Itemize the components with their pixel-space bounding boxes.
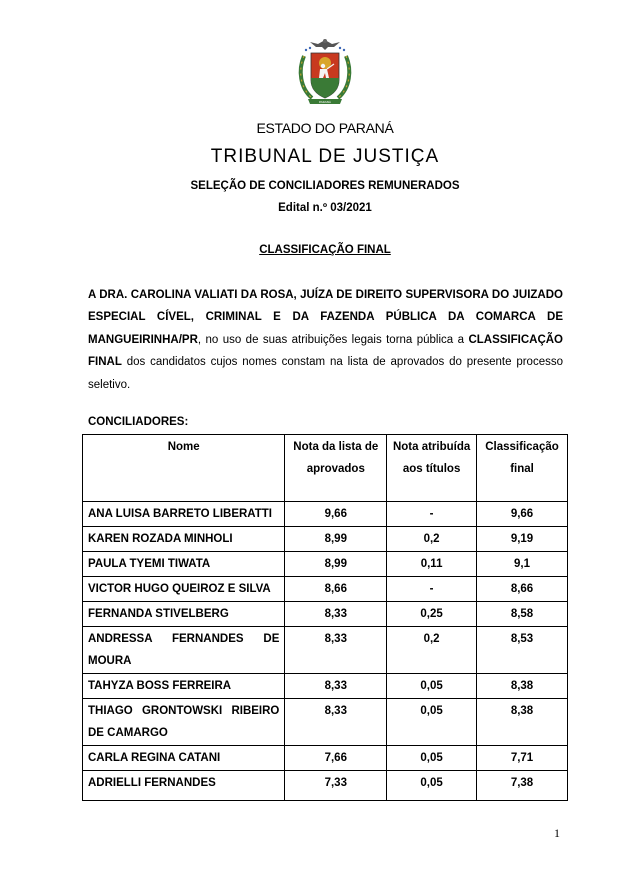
parana-coat-of-arms-logo <box>296 36 354 106</box>
cell-final: 8,66 <box>477 577 568 602</box>
cell-titles: - <box>387 502 477 527</box>
cell-grade: 7,33 <box>285 771 387 801</box>
cell-titles: - <box>387 577 477 602</box>
cell-titles: 0,25 <box>387 602 477 627</box>
cell-final: 8,38 <box>477 699 568 746</box>
cell-grade: 8,33 <box>285 674 387 699</box>
section-label: CONCILIADORES: <box>88 416 189 428</box>
table-row <box>83 746 568 771</box>
table-row <box>83 699 568 746</box>
table-row <box>83 552 568 577</box>
cell-grade: 8,99 <box>285 527 387 552</box>
table-row <box>83 771 568 801</box>
cell-grade: 8,33 <box>285 627 387 674</box>
cell-titles: 0,2 <box>387 627 477 674</box>
table-row <box>83 674 568 699</box>
cell-name: ANA LUISA BARRETO LIBERATTI <box>83 502 285 527</box>
paragraph-bold-term: CLASSIFICAÇÃO FINAL <box>88 333 563 369</box>
table-row <box>83 527 568 552</box>
cell-grade: 7,66 <box>285 746 387 771</box>
cell-final: 9,66 <box>477 502 568 527</box>
table-header-row <box>83 435 568 502</box>
table-row <box>83 602 568 627</box>
paragraph-end: dos candidatos cujos nomes constam na lista de aprovados do presente processo seletivo. <box>88 356 563 391</box>
document-heading: CLASSIFICAÇÃO FINAL <box>259 244 391 256</box>
cell-name: PAULA TYEMI TIWATA <box>83 552 285 577</box>
results-table <box>82 434 568 801</box>
cell-final: 9,1 <box>477 552 568 577</box>
cell-name: CARLA REGINA CATANI <box>83 746 285 771</box>
cell-titles: 0,05 <box>387 746 477 771</box>
state-name: ESTADO DO PARANÁ <box>256 120 394 136</box>
header-final: Classificação final <box>477 435 568 502</box>
cell-name: TAHYZA BOSS FERREIRA <box>83 674 285 699</box>
cell-grade: 9,66 <box>285 502 387 527</box>
cell-titles: 0,05 <box>387 699 477 746</box>
selection-title: SELEÇÃO DE CONCILIADORES REMUNERADOS <box>190 180 460 192</box>
svg-text:PARANÁ: PARANÁ <box>319 100 331 104</box>
cell-name: VICTOR HUGO QUEIROZ E SILVA <box>83 577 285 602</box>
intro-paragraph <box>88 284 563 396</box>
cell-final: 9,19 <box>477 527 568 552</box>
cell-final: 8,38 <box>477 674 568 699</box>
header-name: Nome <box>83 435 285 502</box>
cell-name: ADRIELLI FERNANDES <box>83 771 285 801</box>
cell-name: THIAGO GRONTOWSKI RIBEIRO DE CAMARGO <box>83 699 285 746</box>
table-row <box>83 502 568 527</box>
table-row <box>83 577 568 602</box>
cell-titles: 0,2 <box>387 527 477 552</box>
cell-name: KAREN ROZADA MINHOLI <box>83 527 285 552</box>
edital-number: Edital n.º 03/2021 <box>278 202 372 214</box>
cell-grade: 8,33 <box>285 602 387 627</box>
cell-final: 8,53 <box>477 627 568 674</box>
paragraph-middle: , no uso de suas atribuições legais torna pública a <box>197 333 469 346</box>
cell-titles: 0,05 <box>387 771 477 801</box>
cell-titles: 0,11 <box>387 552 477 577</box>
table-row <box>83 627 568 674</box>
cell-final: 8,58 <box>477 602 568 627</box>
cell-grade: 8,99 <box>285 552 387 577</box>
cell-final: 7,38 <box>477 771 568 801</box>
header-titles: Nota atribuída aos títulos <box>387 435 477 502</box>
court-name: TRIBUNAL DE JUSTIÇA <box>210 146 440 167</box>
cell-titles: 0,05 <box>387 674 477 699</box>
cell-grade: 8,33 <box>285 699 387 746</box>
cell-name: ANDRESSA FERNANDES DE MOURA <box>83 627 285 674</box>
header-grade: Nota da lista de aprovados <box>285 435 387 502</box>
cell-final: 7,71 <box>477 746 568 771</box>
paragraph-bold-intro: A DRA. CAROLINA VALIATI DA ROSA, JUÍZA DE DIREITO SUPERVISORA DO JUIZADO ESPECIAL CÍVEL, CRIMINAL E DA FAZENDA PÚBLICA DA COMARCA DE MANGUEIRINHA/PR <box>88 289 563 346</box>
page-number: 1 <box>554 826 560 840</box>
cell-name: FERNANDA STIVELBERG <box>83 602 285 627</box>
cell-grade: 8,66 <box>285 577 387 602</box>
